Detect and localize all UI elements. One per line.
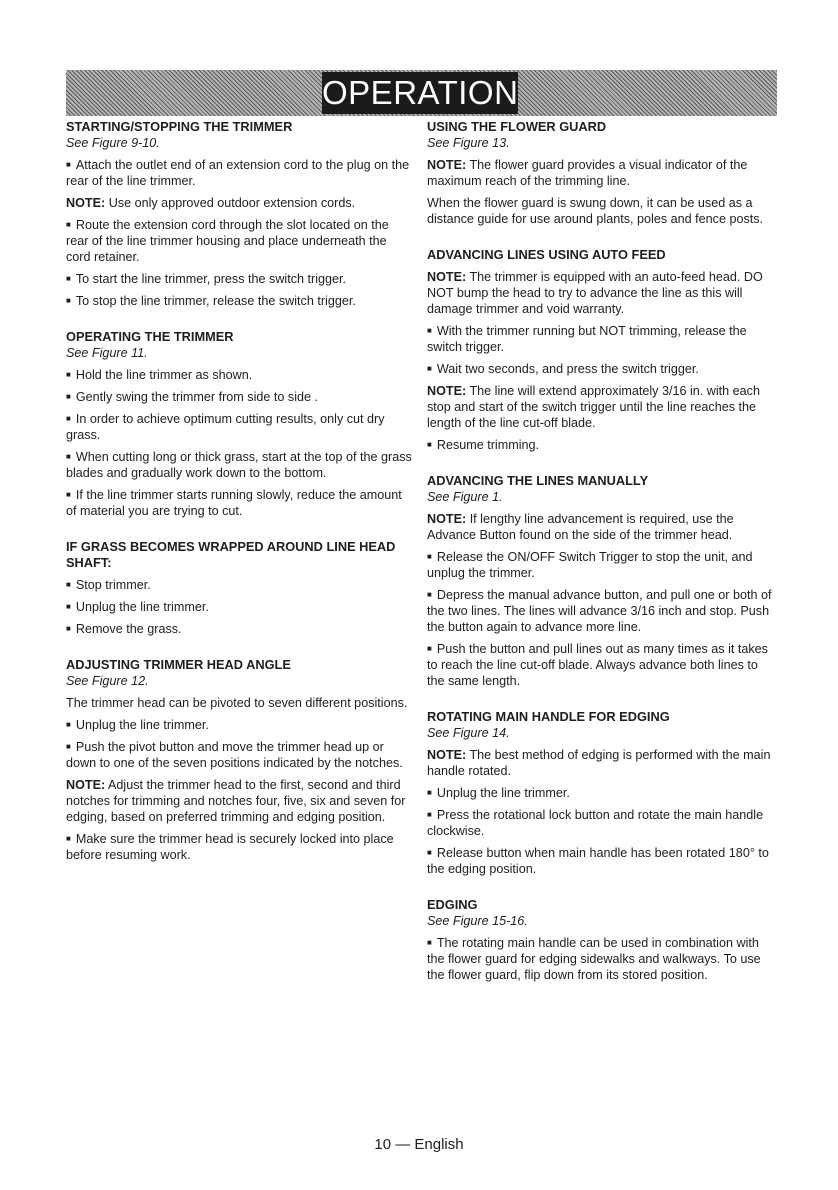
bullet-item: ■ If the line trimmer starts running slowly, reduce the amount of material you are trying to cut. [66,487,412,519]
bullet-item: ■ Push the button and pull lines out as many times as it takes to reach the line cut-off blade. Always advance both lines to the same length. [427,641,777,689]
bullet-item: ■ Gently swing the trimmer from side to side . [66,389,412,405]
bullet-item: ■ Unplug the line trimmer. [66,717,412,733]
section-operating [66,329,412,519]
bullet-item: ■ Press the rotational lock button and rotate the main handle clockwise. [427,807,777,839]
bullet-item: ■ Release the ON/OFF Switch Trigger to stop the unit, and unplug the trimmer. [427,549,777,581]
figure-reference: See Figure 14. [427,726,510,740]
note [427,269,777,317]
bullet-item: ■ Depress the manual advance button, and pull one or both of the two lines. The lines will advance 3/16 inch and stop. Push the button again to advance more line. [427,587,777,635]
section-grass-wrapped [66,539,412,637]
note-text: The best method of edging is performed with the main handle rotated. [427,748,771,778]
bullet-item: ■ Make sure the trimmer head is securely locked into place before resuming work. [66,831,412,863]
section-heading: ADVANCING LINES USING AUTO FEED [427,247,666,262]
section-heading: OPERATING THE TRIMMER [66,329,234,344]
bullet-item: ■ Attach the outlet end of an extension cord to the plug on the rear of the line trimmer. [66,157,412,189]
section-heading: EDGING [427,897,478,912]
page-footer: 10 — English [374,1136,464,1153]
bullet-item: ■ Remove the grass. [66,621,412,637]
note-text: If lengthy line advancement is required, use the Advance Button found on the side of the trimmer head. [427,512,734,542]
bullet-item: ■ When cutting long or thick grass, start at the top of the grass blades and gradually work down to the bottom. [66,449,412,481]
bullet-item: ■ Release button when main handle has been rotated 180° to the edging position. [427,845,777,877]
section-flower-guard [427,119,777,227]
left-column [66,119,412,883]
bullet-item: ■ Route the extension cord through the slot located on the rear of the line trimmer housing and place underneath the cord retainer. [66,217,412,265]
bullet-item: ■ With the trimmer running but NOT trimming, release the switch trigger. [427,323,777,355]
figure-reference: See Figure 9-10. [66,136,160,150]
note-label: NOTE: [66,778,106,792]
note-label: NOTE: [427,384,467,398]
note-text: Use only approved outdoor extension cords. [108,196,356,210]
section-heading: STARTING/STOPPING THE TRIMMER [66,119,293,134]
note-label: NOTE: [66,196,106,210]
note [427,511,777,543]
paragraph: The trimmer head can be pivoted to seven different positions. [66,696,408,710]
bullet-item: ■ In order to achieve optimum cutting results, only cut dry grass. [66,411,412,443]
bullet-item: ■ To stop the line trimmer, release the switch trigger. [66,293,412,309]
section-starting-stopping [66,119,412,309]
section-title: OPERATION [322,72,518,114]
section-head-angle [66,657,412,863]
bullet-item: ■ Push the pivot button and move the trimmer head up or down to one of the seven positions indicated by the notches. [66,739,412,771]
bullet-item: ■ Unplug the line trimmer. [427,785,777,801]
section-rotating-handle [427,709,777,877]
note [66,195,412,211]
bullet-item: ■ To start the line trimmer, press the switch trigger. [66,271,412,287]
figure-reference: See Figure 1. [427,490,503,504]
section-manual-advance [427,473,777,689]
note-label: NOTE: [427,512,467,526]
note-text: Adjust the trimmer head to the first, second and third notches for trimming and notches four, five, six and seven for edging, based on preferred trimming and edging position. [66,778,406,824]
note [66,777,412,825]
note-label: NOTE: [427,270,467,284]
note-text: The line will extend approximately 3/16 in. with each stop and start of the switch trigger until the line reaches the length of the line cut-off blade. [427,384,760,430]
bullet-item: ■ Hold the line trimmer as shown. [66,367,412,383]
section-heading: ROTATING MAIN HANDLE FOR EDGING [427,709,670,724]
note [427,157,777,189]
section-auto-feed [427,247,777,453]
section-heading: USING THE FLOWER GUARD [427,119,607,134]
bullet-item: ■ Unplug the line trimmer. [66,599,412,615]
section-heading: IF GRASS BECOMES WRAPPED AROUND LINE HEAD SHAFT: [66,539,396,570]
bullet-item: ■ The rotating main handle can be used in combination with the flower guard for edging sidewalks and walkways. To use the flower guard, flip down from its stored position. [427,935,777,983]
bullet-item: ■ Wait two seconds, and press the switch trigger. [427,361,777,377]
note-label: NOTE: [427,748,467,762]
section-edging [427,897,777,983]
note [427,383,777,431]
figure-reference: See Figure 13. [427,136,510,150]
figure-reference: See Figure 11. [66,346,148,360]
right-column [427,119,777,1003]
bullet-item: ■ Stop trimmer. [66,577,412,593]
note-text: The flower guard provides a visual indicator of the maximum reach of the trimming line. [427,158,748,188]
note-text: The trimmer is equipped with an auto-feed head. DO NOT bump the head to try to advance the line as this will damage trimmer and void warranty. [427,270,763,316]
note [427,747,777,779]
note-label: NOTE: [427,158,467,172]
section-heading: ADJUSTING TRIMMER HEAD ANGLE [66,657,291,672]
paragraph: When the flower guard is swung down, it can be used as a distance guide for use around plants, poles and fence posts. [427,196,764,226]
figure-reference: See Figure 12. [66,674,149,688]
bullet-item: ■ Resume trimming. [427,437,777,453]
section-heading: ADVANCING THE LINES MANUALLY [427,473,649,488]
figure-reference: See Figure 15-16. [427,914,528,928]
